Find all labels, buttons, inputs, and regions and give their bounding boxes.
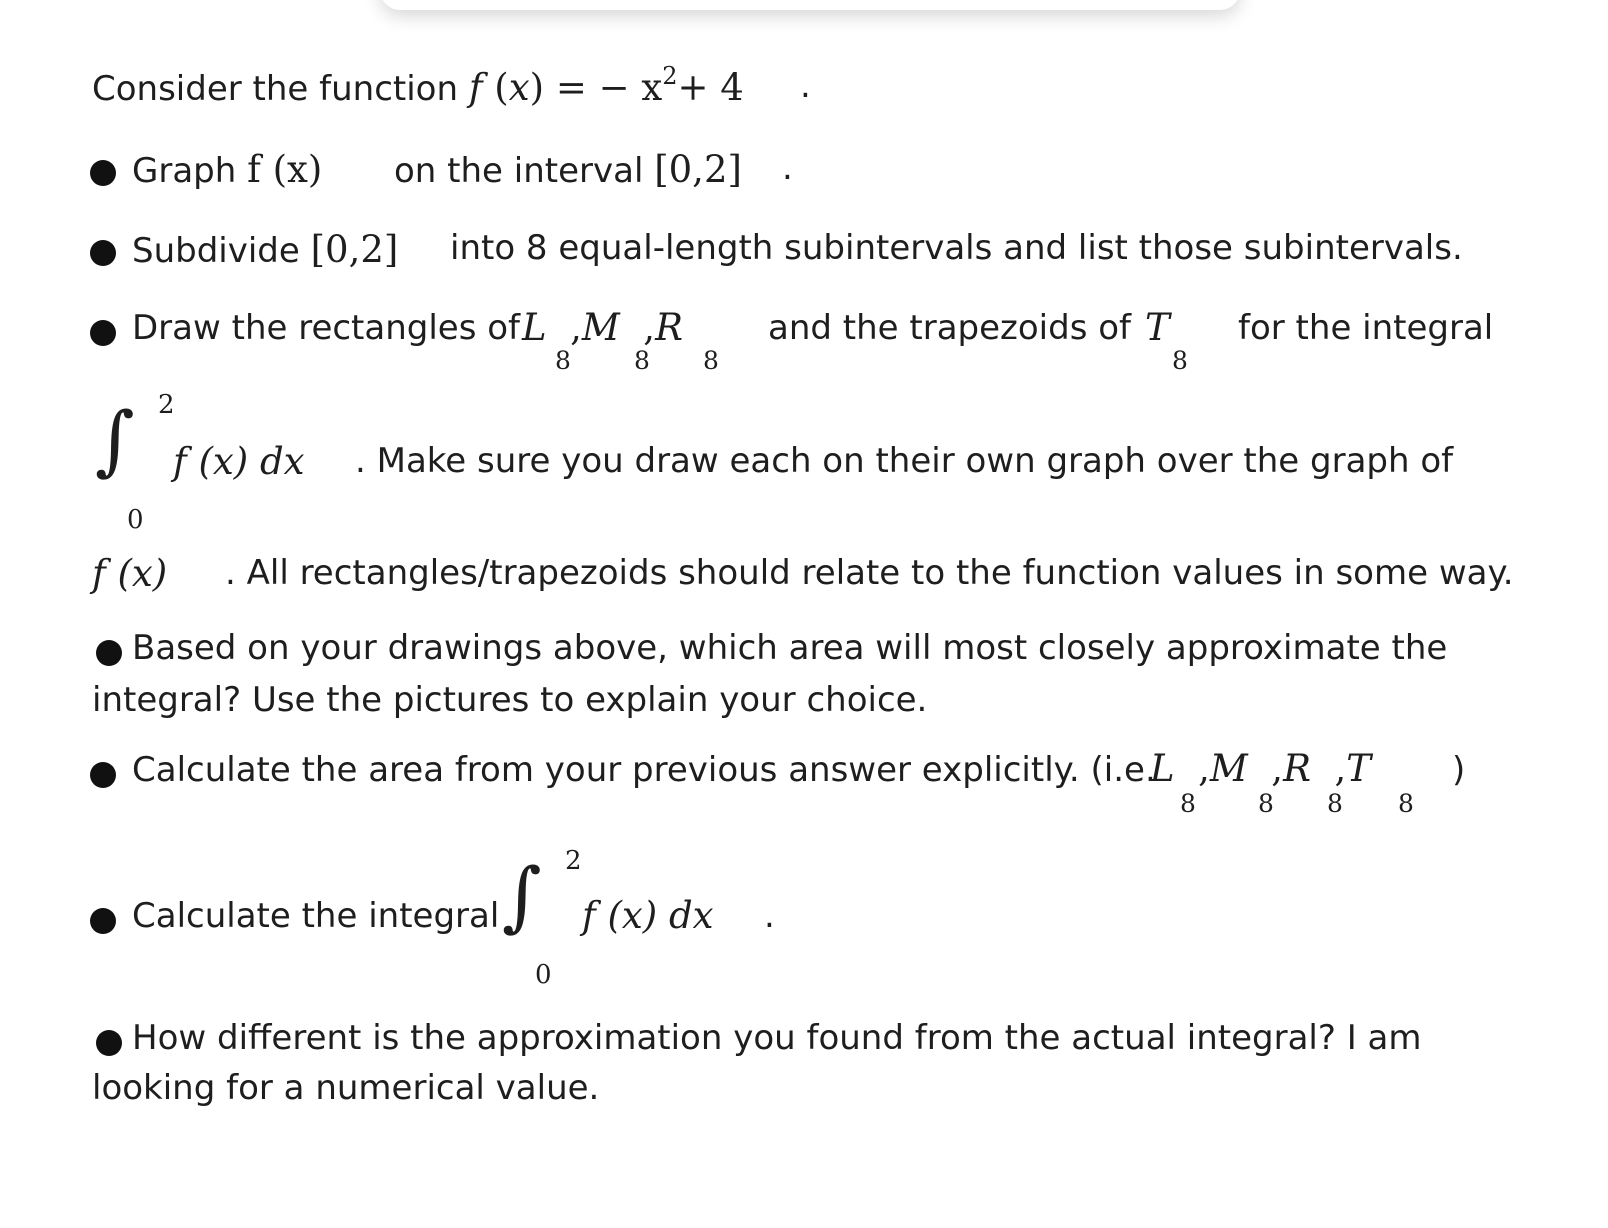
integral-lower-limit: 0	[127, 505, 144, 535]
integral-upper-limit: 2	[565, 846, 582, 876]
calculate-integral: Calculate the integral	[132, 896, 500, 936]
subscript-8: 8	[1398, 789, 1414, 818]
bullet-graph: Graph f (x)	[132, 148, 323, 191]
bullet-draw: Draw the rectangles of	[132, 308, 521, 348]
lmr-math: L ,M ,R	[522, 306, 683, 349]
integral-lower-limit: 0	[535, 960, 552, 990]
based-on-line1: Based on your drawings above, which area will most closely approximate the	[132, 628, 1448, 668]
bullet-draw-2: and the trapezoids of	[768, 308, 1131, 348]
bullet-draw-3: for the integral	[1238, 308, 1494, 348]
interval-math: [0,2]	[654, 148, 742, 191]
integrand: f (x) dx	[582, 894, 714, 937]
bullet	[90, 160, 116, 186]
function-expression: f (x) = − $x^2+ 4$	[468, 62, 744, 109]
integral-dot: .	[764, 896, 775, 936]
bullet	[96, 640, 122, 666]
bullet	[90, 320, 116, 346]
intro-line	[92, 62, 744, 109]
subscript-8: 8	[1258, 789, 1274, 818]
fx-math: f (x)	[247, 148, 323, 191]
intro-text: Consider the function	[92, 69, 459, 109]
fx-math: f (x)	[92, 552, 168, 595]
close-paren: )	[1452, 750, 1466, 790]
bullet	[90, 240, 116, 266]
difference-line2: looking for a numerical value.	[92, 1068, 600, 1108]
calculate-area: Calculate the area from your previous answer explicitly. (i.e.	[132, 750, 1156, 790]
subscript-8: 8	[1327, 789, 1343, 818]
interval-math: [0,2]	[310, 228, 399, 271]
integral-sign: ∫	[95, 395, 135, 484]
top-shadow	[380, 0, 1240, 10]
bullet-graph-2: on the interval [0,2]	[394, 148, 742, 191]
bullet	[90, 762, 116, 788]
intro-dot: .	[800, 66, 811, 106]
subscript-8: 8	[555, 346, 571, 375]
integral-upper-limit: 2	[158, 390, 175, 420]
bullet	[90, 908, 116, 934]
subscript-8: 8	[1180, 789, 1196, 818]
subscript-8: 8	[1172, 346, 1188, 375]
subscript-8: 8	[634, 346, 650, 375]
t-math: T	[1145, 306, 1170, 349]
bullet-subdivide: Subdivide [0,2]	[132, 228, 399, 271]
lmrt-math: L ,M ,R ,T	[1150, 747, 1371, 790]
rectangles-note: . All rectangles/trapezoids should relate to the function values in some way.	[225, 553, 1514, 593]
subscript-8: 8	[703, 346, 719, 375]
bullet-subdivide-2: into 8 equal-length subintervals and list those subintervals.	[450, 228, 1463, 268]
integrand: f (x) dx	[173, 440, 305, 483]
bullet	[96, 1030, 122, 1056]
bullet-graph-dot: .	[782, 148, 793, 188]
integral-sign: ∫	[502, 851, 542, 940]
based-on-line2: integral? Use the pictures to explain your choice.	[92, 680, 928, 720]
difference-line1: How different is the approximation you found from the actual integral? I am	[132, 1018, 1422, 1058]
make-sure-text: . Make sure you draw each on their own graph over the graph of	[355, 441, 1454, 481]
